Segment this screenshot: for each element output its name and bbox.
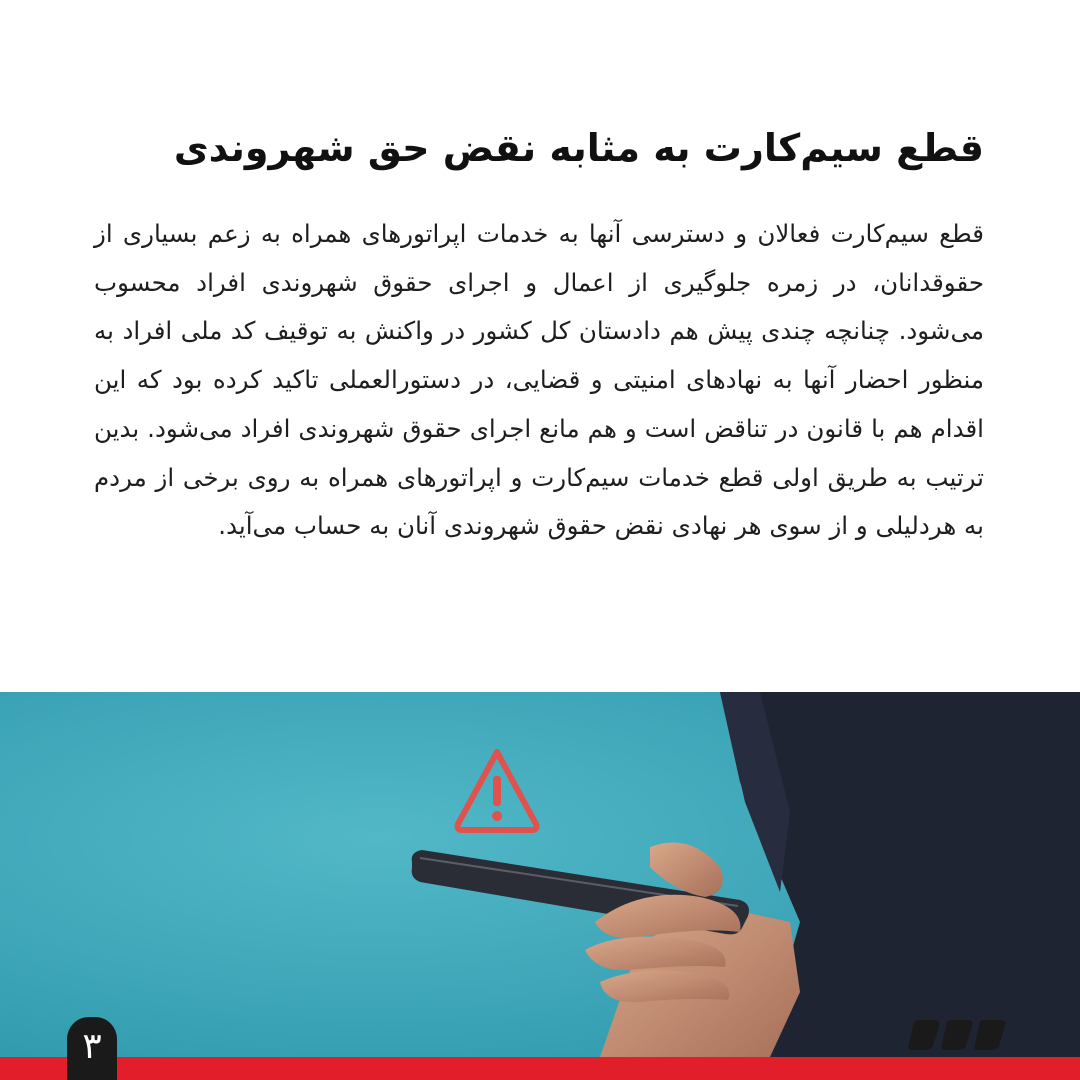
article-paragraph: قطع سیم‌کارت فعالان و دسترسی آنها به خدمات اپراتورهای همراه به زعم بسیاری از حقوقدانان، در زمره جلوگیری از اعمال و اجرای حقوق شهروندی افراد محسوب می‌شود. چنانچه چندی پیش هم دادستان کل کشور در واکنش به توقیف کد ملی افراد به منظور احضار آنها به نهادهای امنیتی و قضایی، در دستورالعملی تاکید کرده بود که این اقدام هم با قانون در تناقض است و هم مانع اجرای حقوق شهروندی افراد می‌شود. بدین ترتیب به طریق اولی قطع خدمات سیم‌کارت و اپراتورهای همراه به روی برخی از مردم به هردلیلی و از سوی هر نهادی نقض حقوق شهروندی آنان به حساب می‌آید. [94, 219, 984, 541]
page-number-badge: ۳ [67, 1017, 117, 1080]
footer-accent-bar [0, 1057, 1080, 1080]
page-title: قطع سیم‌کارت به مثابه نقض حق شهروندی [173, 126, 984, 170]
warning-triangle-icon [452, 744, 542, 839]
three-dots-logo-icon [907, 1016, 1007, 1052]
hero-photo [0, 692, 1080, 1057]
